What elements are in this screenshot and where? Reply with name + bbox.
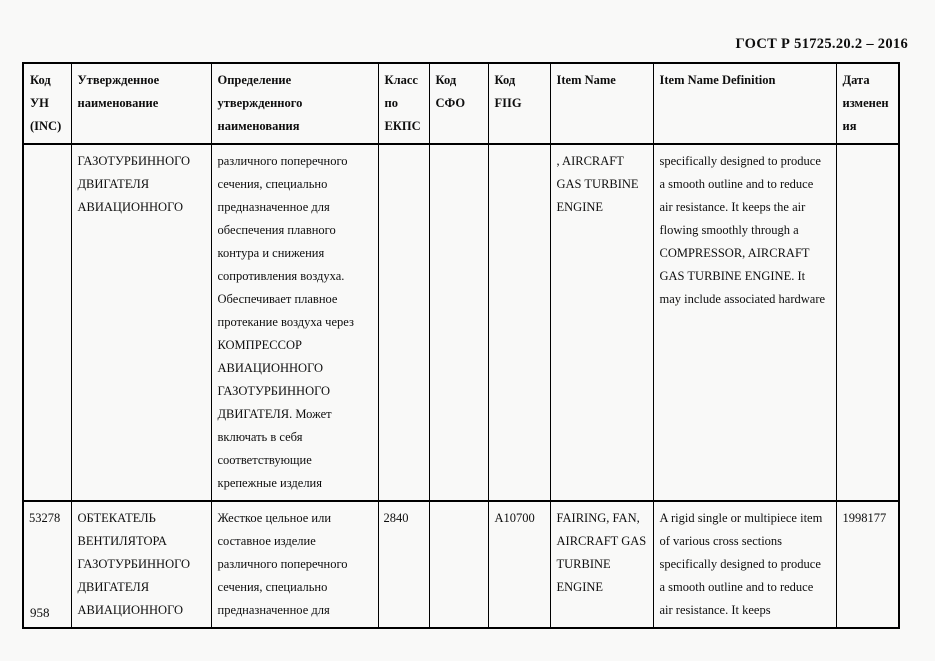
cell-item-name: FAIRING, FAN, AIRCRAFT GAS TURBINE ENGINE (550, 501, 653, 628)
column-header-approved-name: Утвержденное наименование (71, 63, 211, 144)
cell-approved-name-definition: Жесткое цельное или составное изделие различного поперечного сечения, специально предназначенное для (211, 501, 378, 628)
cell-item-name-definition: specifically designed to produce a smooth outline and to reduce air resistance. It keeps the air flowing smoothly through a COMPRESSOR, AIRCRAFT GAS TURBINE ENGINE. It may include associated hardware (653, 144, 836, 501)
classification-table (22, 62, 900, 629)
column-header-sfo-code: Код СФО (429, 63, 488, 144)
cell-item-name-definition: A rigid single or multipiece item of various cross sections specifically designed to produce a smooth outline and to reduce air resistance. It keeps (653, 501, 836, 628)
column-header-inc-code: Код УН (INC) (23, 63, 71, 144)
cell-ekps-class (378, 144, 429, 501)
column-header-fiig-code: Код FIIG (488, 63, 550, 144)
page-number: 958 (30, 605, 50, 620)
column-header-change-date: Дата изменения (836, 63, 899, 144)
cell-inc-code: 53278 (23, 501, 71, 628)
cell-change-date (836, 144, 899, 501)
cell-sfo-code (429, 501, 488, 628)
column-header-item-name-definition: Item Name Definition (653, 63, 836, 144)
document-title: ГОСТ Р 51725.20.2 – 2016 (735, 36, 908, 52)
table-row-continuation (23, 144, 899, 501)
cell-approved-name: ОБТЕКАТЕЛЬ ВЕНТИЛЯТОРА ГАЗОТУРБИННОГО ДВИГАТЕЛЯ АВИАЦИОННОГО (71, 501, 211, 628)
cell-inc-code (23, 144, 71, 501)
column-header-item-name: Item Name (550, 63, 653, 144)
column-header-approved-name-definition: Определение утвержденного наименования (211, 63, 378, 144)
cell-change-date: 1998177 (836, 501, 899, 628)
column-header-ekps-class: Класс по ЕКПС (378, 63, 429, 144)
cell-sfo-code (429, 144, 488, 501)
cell-fiig-code (488, 144, 550, 501)
table-row-53278 (23, 501, 899, 628)
cell-item-name: , AIRCRAFT GAS TURBINE ENGINE (550, 144, 653, 501)
cell-ekps-class: 2840 (378, 501, 429, 628)
cell-fiig-code: A10700 (488, 501, 550, 628)
cell-approved-name-definition: различного поперечного сечения, специально предназначенное для обеспечения плавного контура и снижения сопротивления воздуха. Обеспечивает плавное протекание воздуха через КОМПРЕССОР АВИАЦИОННОГО ГАЗОТУРБИННОГО ДВИГАТЕЛЯ. Может включать в себя соответствующие крепежные изделия (211, 144, 378, 501)
table-header-row (23, 63, 899, 144)
cell-approved-name: ГАЗОТУРБИННОГО ДВИГАТЕЛЯ АВИАЦИОННОГО (71, 144, 211, 501)
